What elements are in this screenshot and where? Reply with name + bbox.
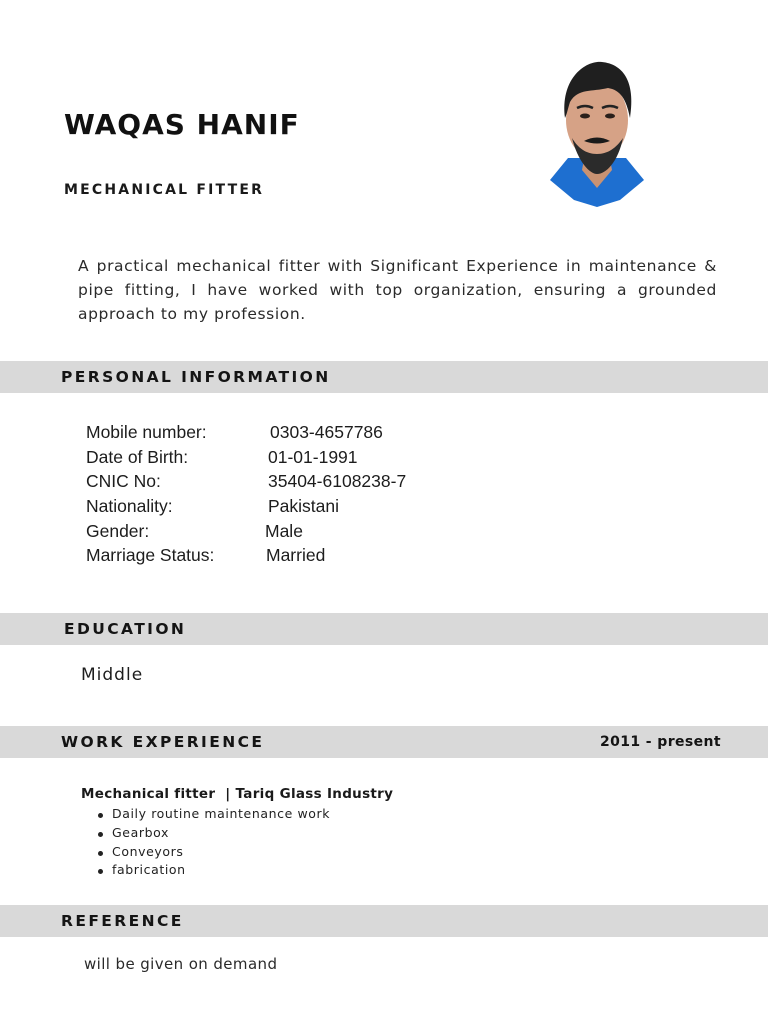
work-period: 2011 - present — [599, 734, 721, 750]
job-entry-title: Mechanical fitter | Tariq Glass Industry — [81, 786, 394, 802]
personal-info-list — [86, 420, 406, 568]
info-row-dob — [86, 445, 406, 470]
info-value: 35404-6108238-7 — [268, 471, 407, 492]
info-label: Date of Birth: — [86, 446, 189, 467]
list-item: Conveyors — [112, 843, 330, 862]
section-header-personal-information — [0, 361, 768, 393]
info-label: CNIC No: — [86, 471, 161, 492]
info-value: Married — [266, 545, 326, 566]
section-title: EDUCATION — [64, 620, 187, 638]
section-header-reference — [0, 905, 768, 937]
info-row-cnic — [86, 469, 406, 494]
section-header-education — [0, 613, 768, 645]
info-value: Pakistani — [268, 496, 340, 517]
list-item: Gearbox — [112, 824, 330, 843]
section-title: PERSONAL INFORMATION — [61, 368, 331, 386]
profile-photo — [550, 58, 644, 208]
info-label: Mobile number: — [86, 422, 207, 442]
profile-summary: A practical mechanical fitter with Significant Experience in maintenance & pipe fitting, I have worked with top organization, ensuring a grounded approach to my profession. — [78, 257, 717, 323]
info-label: Gender: — [86, 520, 150, 541]
info-row-nationality — [86, 494, 406, 519]
info-value: 0303-4657786 — [270, 422, 383, 442]
list-item: fabrication — [112, 861, 330, 880]
section-header-work-experience — [0, 726, 768, 758]
candidate-name: WAQAS HANIF — [64, 108, 300, 141]
section-title: REFERENCE — [61, 912, 184, 930]
info-value: 01-01-1991 — [268, 446, 358, 467]
info-label: Nationality: — [86, 496, 173, 517]
reference-text: will be given on demand — [84, 955, 278, 973]
education-level: Middle — [81, 665, 144, 685]
list-item: Daily routine maintenance work — [112, 805, 330, 824]
job-duties-list — [112, 805, 330, 880]
job-title: MECHANICAL FITTER — [64, 182, 265, 198]
section-title: WORK EXPERIENCE — [61, 733, 265, 751]
info-row-gender — [86, 519, 406, 544]
info-row-mobile — [86, 420, 406, 445]
info-row-marriage — [86, 543, 406, 568]
info-label: Marriage Status: — [86, 545, 215, 566]
info-value: Male — [265, 520, 303, 541]
